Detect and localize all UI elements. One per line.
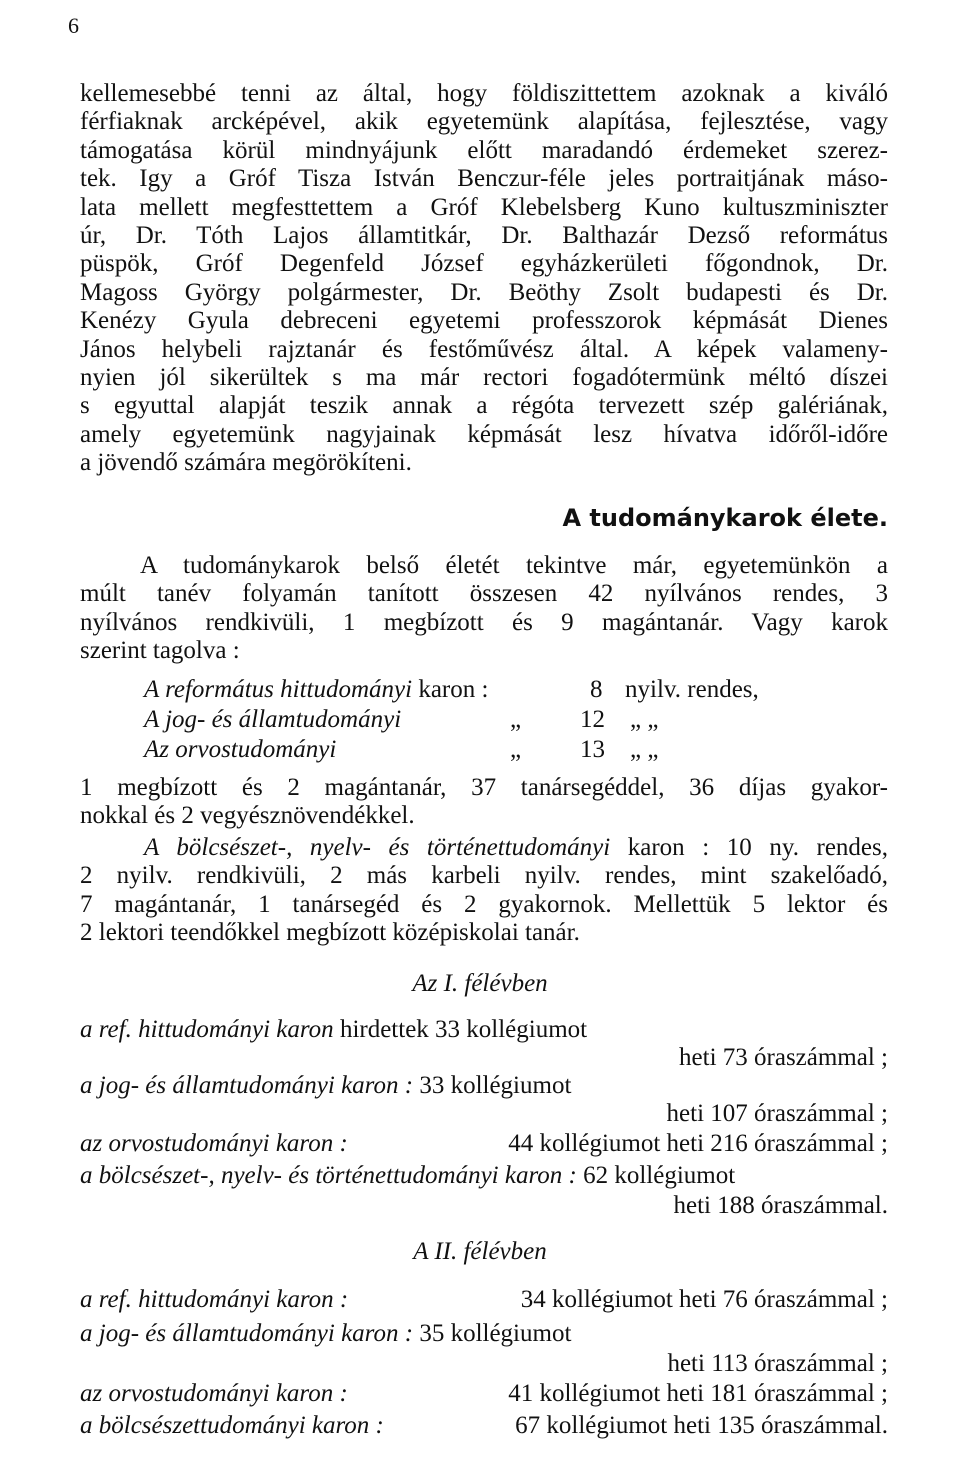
text-line: férfiaknak arcképével, akik egyetemünk alapítása, fejlesztése, vagy xyxy=(80,108,888,136)
philosophy-rest: karon : 10 ny. rendes, xyxy=(627,834,888,861)
text-line: János helybeli rajztanár és festőművész által. A képek valameny- xyxy=(80,335,888,363)
faculty-name: a bölcsészettudományi karon : xyxy=(80,1412,384,1439)
text-line: támogatása körül mindnyájunk előtt maradandó érdemeket szerez- xyxy=(80,136,888,164)
faculty-unit: nyilv. rendes, xyxy=(625,676,759,703)
semester-row xyxy=(80,1412,888,1440)
text-line: múlt tanév folyamán tanított összesen 42 nyílvános rendes, 3 xyxy=(80,580,888,608)
semester-row xyxy=(80,1286,888,1314)
semester-row xyxy=(80,1380,888,1408)
semester-row xyxy=(80,1320,571,1348)
faculty-unit: „ „ xyxy=(630,736,659,763)
semester-text: hirdettek 33 kollégiumot xyxy=(339,1016,588,1043)
semester-row xyxy=(80,1162,735,1190)
faculty-name: A jog- és államtudományi xyxy=(144,706,402,733)
faculty-name: a ref. hittudományi karon : xyxy=(80,1286,349,1313)
faculty-sep: „ xyxy=(510,706,522,733)
semester-row xyxy=(80,1130,888,1158)
faculty-name: az orvostudományi karon : xyxy=(80,1130,348,1157)
philosophy-name: A bölcsészet-, nyelv- és történettudományi xyxy=(144,834,611,861)
text-line: tek. Igy a Gróf Tisza István Benczur-féle jeles portraitjának máso- xyxy=(80,165,888,193)
faculty-name: A református hittudományi xyxy=(144,676,413,703)
text-line: szerint tagolva : xyxy=(80,637,240,665)
semester-row xyxy=(80,1016,587,1044)
text-line: Magoss György polgármester, Dr. Beöthy Zsolt budapesti és Dr. xyxy=(80,278,888,306)
text-line: a jövendő számára megörökíteni. xyxy=(80,449,412,477)
faculty-count: 8 xyxy=(590,676,603,703)
intro-paragraph xyxy=(80,80,888,478)
text-line: amely egyetemünk nagyjainak képmását lesz hívatva időről-időre xyxy=(80,420,888,448)
semester-hours: heti 107 óraszámmal ; xyxy=(666,1100,888,1127)
faculty-name: a bölcsészet-, nyelv- és történettudományi karon : xyxy=(80,1162,577,1189)
faculty-unit: „ „ xyxy=(630,706,659,733)
semester2-title: A II. félévben xyxy=(413,1238,547,1265)
faculty-name: az orvostudományi karon : xyxy=(80,1380,348,1407)
semester-hours: heti 113 óraszámmal ; xyxy=(667,1350,888,1377)
semester-text: 62 kollégiumot xyxy=(583,1162,736,1189)
semester-hours: heti 73 óraszámmal ; xyxy=(679,1044,888,1071)
text-line: Kenézy Gyula debreceni egyetemi professzorok képmását Dienes xyxy=(80,307,888,335)
faculty-sep: „ xyxy=(510,736,522,763)
semester-text: 44 kollégiumot heti 216 óraszámmal ; xyxy=(508,1130,888,1157)
semester-text: 67 kollégiumot heti 135 óraszámmal. xyxy=(515,1412,888,1439)
text-line: 2 lektori teendőkkel megbízott középiskolai tanár. xyxy=(80,919,580,947)
faculty-name: a jog- és államtudományi karon : xyxy=(80,1072,414,1099)
text-line: úr, Dr. Tóth Lajos államtitkár, Dr. Balthazár Dezső református xyxy=(80,222,888,250)
text-line: 1 megbízott és 2 magántanár, 37 tanársegéddel, 36 díjas gyakor- xyxy=(80,774,888,801)
text-line: kellemesebbé tenni az által, hogy földiszittettem azoknak a kiváló xyxy=(80,80,888,107)
text-line: s egyuttal alapját teszik annak a régóta tervezett szép galériának, xyxy=(80,392,888,420)
text-line: püspök, Gróf Degenfeld József egyházkerületi főgondnok, Dr. xyxy=(80,250,888,278)
text-line: nokkal és 2 vegyésznövendékkel. xyxy=(80,802,415,830)
section-heading: A tudománykarok élete. xyxy=(562,504,888,532)
faculty-count: 13 xyxy=(580,736,605,763)
philosophy-paragraph xyxy=(80,834,888,948)
text-line: 7 magántanár, 1 tanársegéd és 2 gyakornok. Mellettük 5 lektor és xyxy=(80,890,888,918)
faculty-row xyxy=(144,676,488,704)
semester-hours: heti 188 óraszámmal. xyxy=(673,1192,888,1219)
text-line: nyílvános rendkivüli, 1 megbízott és 9 magántanár. Vagy karok xyxy=(80,608,888,636)
faculty-sep: karon : xyxy=(418,676,489,703)
faculty-count: 12 xyxy=(580,706,605,733)
semester-text: 34 kollégiumot heti 76 óraszámmal ; xyxy=(520,1286,888,1313)
text-line xyxy=(80,834,888,862)
text-line: lata mellett megfesttettem a Gróf Klebelsberg Kuno kultuszminiszter xyxy=(80,193,888,221)
text-line: A tudománykarok belső életét tekintve már, egyetemünkön a xyxy=(140,552,888,579)
faculty-name: a jog- és államtudományi karon : xyxy=(80,1320,414,1347)
faculty-name: a ref. hittudományi karon xyxy=(80,1016,334,1043)
semester-row xyxy=(80,1072,571,1100)
semester-text: 33 kollégiumot xyxy=(419,1072,572,1099)
semester-text: 41 kollégiumot heti 181 óraszámmal ; xyxy=(508,1380,888,1407)
faculty-name: Az orvostudományi xyxy=(144,736,337,763)
page-number: 6 xyxy=(68,13,79,38)
semester1-title: Az I. félévben xyxy=(412,970,548,997)
text-line: 2 nyilv. rendkivüli, 2 más karbeli nyilv. rendes, mint szakelőadó, xyxy=(80,862,888,890)
summary-paragraph xyxy=(80,552,888,666)
semester-text: 35 kollégiumot xyxy=(419,1320,572,1347)
medical-extra xyxy=(80,774,888,831)
text-line: nyien jól sikerültek s ma már rectori fogadótermünk méltó díszei xyxy=(80,364,888,392)
